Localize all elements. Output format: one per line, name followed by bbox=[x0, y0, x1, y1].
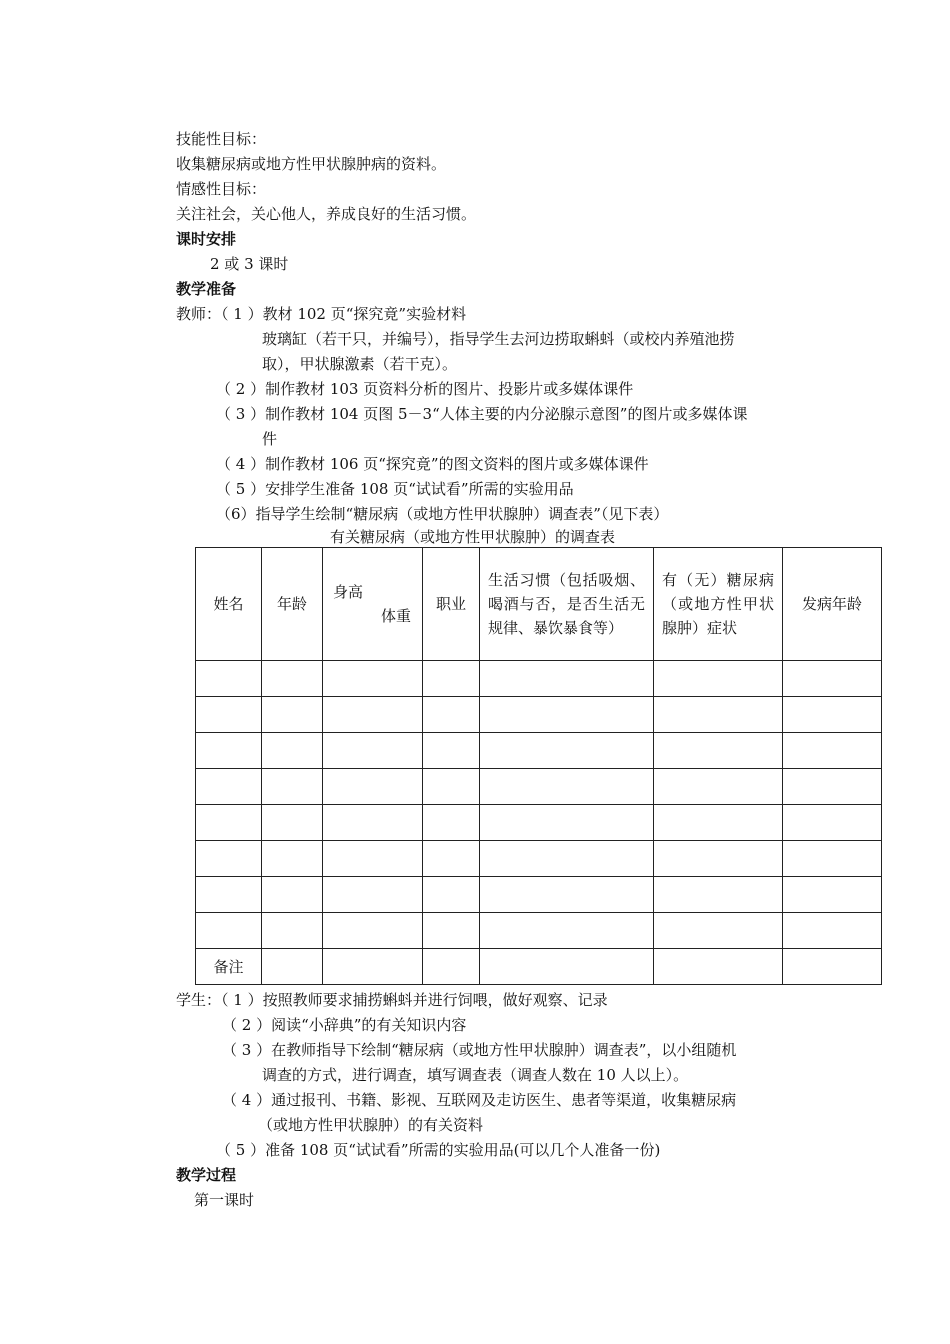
survey-table bbox=[195, 547, 882, 985]
student-item-1: 学生：（ 1 ）按照教师要求捕捞蝌蚪并进行饲喂，做好观察、记录 bbox=[176, 991, 608, 1009]
table-row bbox=[196, 805, 882, 841]
preparation-heading: 教学准备 bbox=[176, 280, 237, 298]
teacher-item-1: 教师：（ 1 ）教材 102 页“探究竟”实验材料 bbox=[176, 305, 467, 323]
skill-goal-heading: 技能性目标： bbox=[176, 130, 267, 148]
header-age: 年龄 bbox=[262, 548, 323, 661]
student-item-3-continued: 调查的方式，进行调查，填写调查表（调查人数在 10 人以上）。 bbox=[262, 1066, 689, 1084]
teacher-item-1-line-a: 玻璃缸（若干只，并编号），指导学生去河边捞取蝌蚪（或校内养殖池捞 bbox=[262, 330, 735, 348]
header-disease: 有（无）糖尿病（或地方性甲状腺肿）症状 bbox=[654, 548, 783, 661]
teacher-item-4: （ 4 ）制作教材 106 页“探究竟”的图文资料的图片或多媒体课件 bbox=[216, 455, 649, 473]
table-row bbox=[196, 913, 882, 949]
header-habits: 生活习惯（包括吸烟、喝酒与否，是否生活无规律、暴饮暴食等） bbox=[480, 548, 654, 661]
header-weight: 体重 bbox=[381, 607, 412, 625]
emotion-goal-text: 关注社会，关心他人，养成良好的生活习惯。 bbox=[176, 205, 477, 223]
student-item-5: （ 5 ）准备 108 页“试试看”所需的实验用品(可以几个人准备一份) bbox=[216, 1141, 661, 1159]
header-job: 职业 bbox=[423, 548, 480, 661]
remark-label: 备注 bbox=[196, 949, 262, 985]
header-name: 姓名 bbox=[196, 548, 262, 661]
student-item-2: （ 2 ）阅读“小辞典”的有关知识内容 bbox=[222, 1016, 467, 1034]
table-remark-row bbox=[196, 949, 882, 985]
teacher-item-6: （6）指导学生绘制“糖尿病（或地方性甲状腺肿）调查表”（见下表） bbox=[216, 505, 669, 523]
header-height: 身高 bbox=[333, 583, 364, 601]
table-caption: 有关糖尿病（或地方性甲状腺肿）的调查表 bbox=[330, 528, 616, 546]
table-header-row bbox=[196, 548, 882, 661]
table-row bbox=[196, 661, 882, 697]
header-onset-age: 发病年龄 bbox=[783, 548, 882, 661]
table-row bbox=[196, 733, 882, 769]
student-item-4: （ 4 ）通过报刊、书籍、影视、互联网及走访医生、患者等渠道，收集糖尿病 bbox=[222, 1091, 737, 1109]
teacher-item-2: （ 2 ）制作教材 103 页资料分析的图片、投影片或多媒体课件 bbox=[216, 380, 634, 398]
lesson-one-label: 第一课时 bbox=[194, 1191, 255, 1209]
header-height-weight bbox=[323, 548, 423, 661]
teacher-item-5: （ 5 ）安排学生准备 108 页“试试看”所需的实验用品 bbox=[216, 480, 574, 498]
teaching-process-heading: 教学过程 bbox=[176, 1166, 237, 1184]
table-row bbox=[196, 697, 882, 733]
skill-goal-text: 收集糖尿病或地方性甲状腺肿病的资料。 bbox=[176, 155, 447, 173]
student-item-3: （ 3 ）在教师指导下绘制“糖尿病（或地方性甲状腺肿）调查表”，以小组随机 bbox=[222, 1041, 737, 1059]
teacher-item-1-line-b: 取），甲状腺激素（若干克）。 bbox=[262, 355, 458, 373]
student-item-4-continued: （或地方性甲状腺肿）的有关资料 bbox=[258, 1116, 484, 1134]
emotion-goal-heading: 情感性目标： bbox=[176, 180, 267, 198]
schedule-text: 2 或 3 课时 bbox=[210, 255, 289, 273]
table-row bbox=[196, 841, 882, 877]
table-row bbox=[196, 769, 882, 805]
table-row bbox=[196, 877, 882, 913]
schedule-heading: 课时安排 bbox=[176, 230, 237, 248]
teacher-item-3-continued: 件 bbox=[262, 430, 278, 448]
teacher-item-3: （ 3 ）制作教材 104 页图 5－3“人体主要的内分泌腺示意图”的图片或多媒体课 bbox=[216, 405, 748, 423]
